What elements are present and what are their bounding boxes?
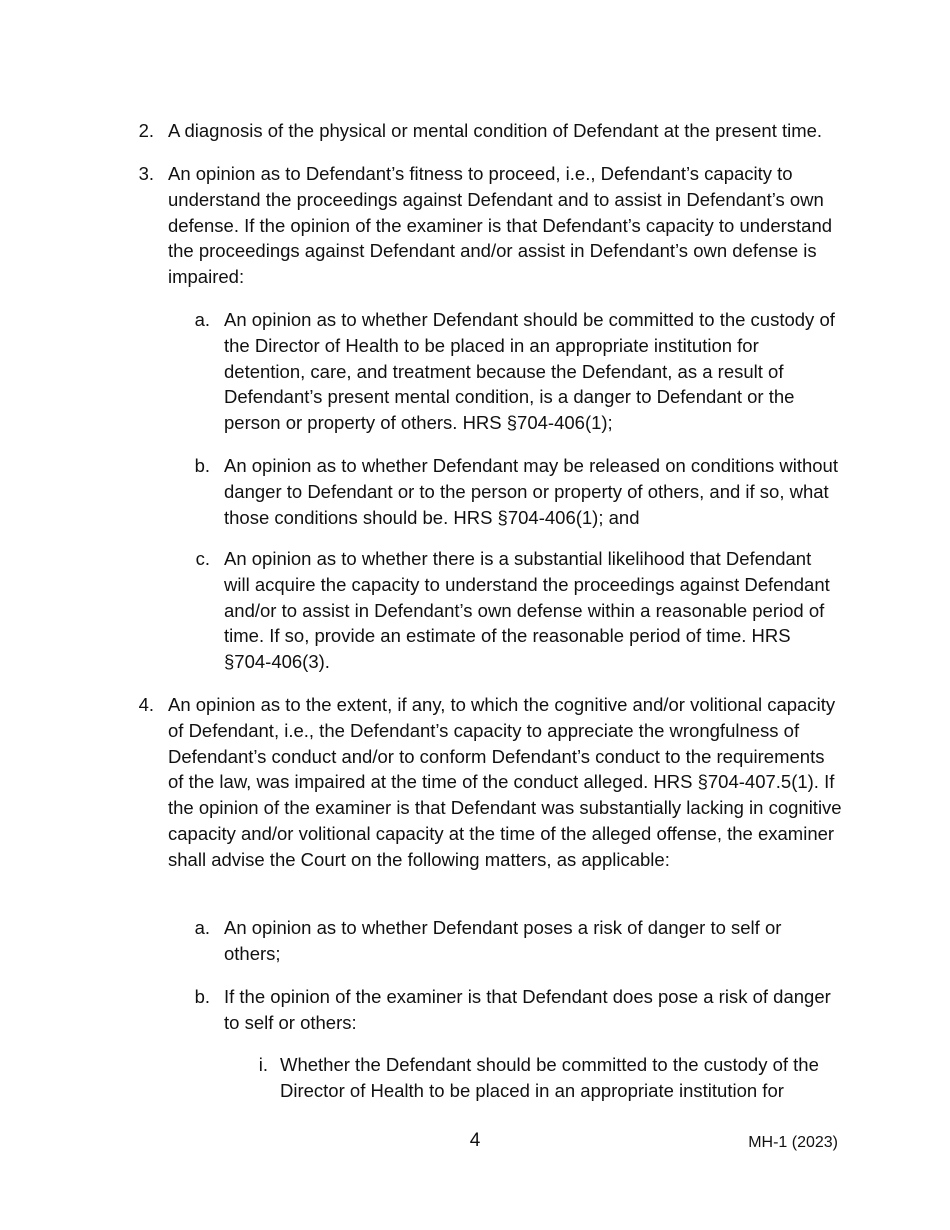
list-item-4 — [138, 692, 843, 873]
list-marker: b. — [194, 455, 210, 476]
list-item-text: Whether the Defendant should be committed to the custody of the Director of Health to be placed in an appropriate institution for — [280, 1054, 819, 1101]
form-id: MH-1 (2023) — [748, 1134, 838, 1151]
list-item-2 — [138, 118, 843, 144]
list-item-text: An opinion as to whether Defendant should be committed to the custody of the Director of Health to be placed in an appropriate institution for detention, care, and treatment because the Defendant, as a result of Defendant’s present mental condition, is a danger to Defendant or the person or property of others. HRS §704-406(1); — [224, 309, 835, 434]
list-item-4a — [194, 915, 839, 967]
list-marker: i. — [258, 1054, 268, 1075]
list-item-3b — [194, 453, 839, 530]
list-item-text: An opinion as to the extent, if any, to which the cognitive and/or volitional capacity of Defendant, i.e., the Defendant’s capacity to appreciate the wrongfulness of Defendant’s conduct and/or to conform Defendant’s conduct to the requirements of the law, was impaired at the time of the conduct alleged. HRS §704-407.5(1). If the opinion of the examiner is that Defendant was substantially lacking in cognitive capacity and/or volitional capacity at the time of the alleged offense, the examiner shall advise the Court on the following matters, as applicable: — [168, 694, 842, 870]
page-number: 4 — [469, 1130, 481, 1151]
list-item-3c — [195, 546, 839, 675]
list-marker: a. — [194, 309, 210, 330]
list-marker: b. — [194, 986, 210, 1007]
list-item-4b — [194, 984, 839, 1036]
list-marker: c. — [195, 548, 210, 569]
list-item-text: An opinion as to Defendant’s fitness to proceed, i.e., Defendant’s capacity to understand the proceedings against Defendant and to assist in Defendant’s own defense. If the opinion of the examiner is that Defendant’s capacity to understand the proceedings against Defendant and/or assist in Defendant’s own defense is impaired: — [168, 163, 833, 288]
list-item-3 — [138, 161, 843, 290]
list-item-text: If the opinion of the examiner is that Defendant does pose a risk of danger to self or others: — [224, 986, 831, 1033]
list-item-text: A diagnosis of the physical or mental condition of Defendant at the present time. — [168, 120, 823, 141]
list-marker: 2. — [138, 120, 154, 141]
list-item-3a — [194, 307, 839, 436]
list-item-text: An opinion as to whether there is a substantial likelihood that Defendant will acquire the capacity to understand the proceedings against Defendant and/or to assist in Defendant’s own defense within a reasonable period of time. If so, provide an estimate of the reasonable period of time. HRS §704-406(3). — [224, 548, 830, 673]
list-marker: a. — [194, 917, 210, 938]
list-item-text: An opinion as to whether Defendant may be released on conditions without danger to Defendant or to the person or property of others, and if so, what those conditions should be. HRS §704-406(1); and — [224, 455, 838, 528]
list-item-4b-i — [258, 1052, 840, 1104]
list-marker: 3. — [138, 163, 154, 184]
list-marker: 4. — [138, 694, 154, 715]
list-item-text: An opinion as to whether Defendant poses a risk of danger to self or others; — [224, 917, 782, 964]
